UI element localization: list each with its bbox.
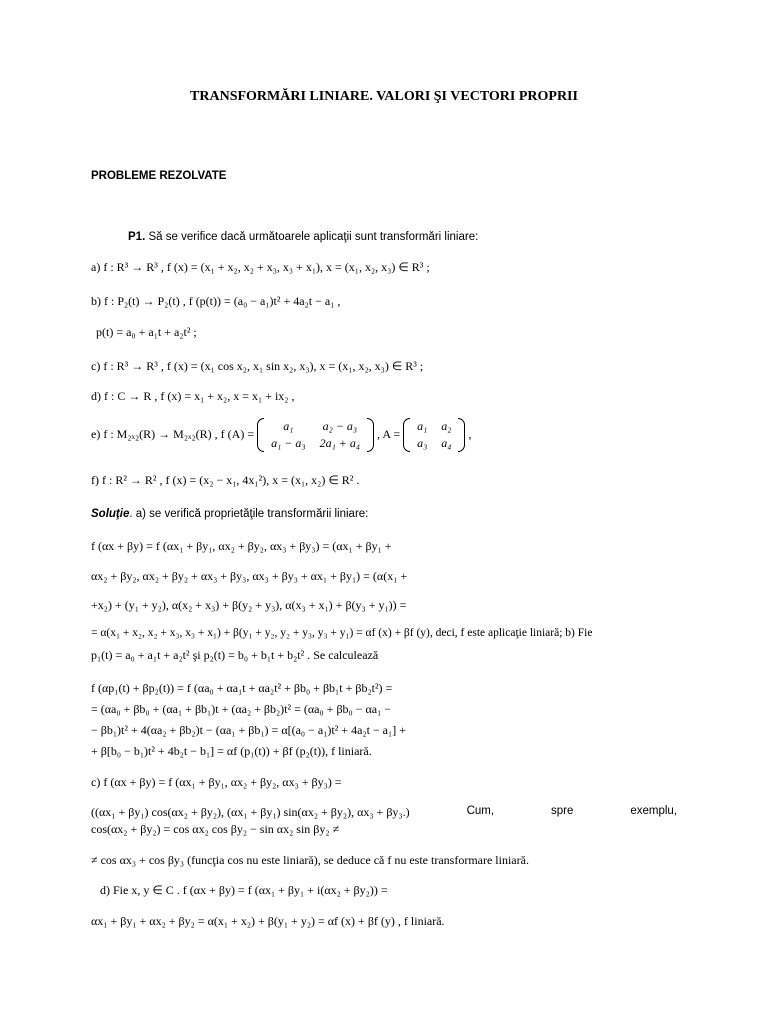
solution-a-line1: f (αx + βy) = f (αx₁ + βy₁, αx₂ + βy₂, αx₃ + βy₃) = (αx₁ + βy₁ + [91, 539, 392, 553]
solution-c-line4: ≠ cos αx₃ + cos βy₃ (funcţia cos nu este liniară), se deduce că f nu este transformare liniară. [91, 853, 529, 867]
problem-statement [128, 231, 478, 243]
solution-label: Soluţie [91, 508, 130, 520]
matrix-cell: a₂ − a₃ [322, 419, 358, 433]
item-b-line2: p(t) = a₀ + a₁t + a₂t² ; [96, 325, 197, 339]
solution-c-word-cum: Cum, [466, 805, 495, 817]
section-heading: PROBLEME REZOLVATE [91, 170, 227, 182]
matrix-cell: a₁ [417, 419, 428, 433]
solution-c-line1: c) f (αx + βy) = f (αx₁ + βy₁, αx₂ + βy₂, αx₃ + βy₃) = [91, 775, 342, 789]
solution-c-word-spre: spre [551, 805, 574, 817]
solution-b-fie: p₁(t) = a₀ + a₁t + a₂t² şi p₂(t) = b₀ + b₁t + b₂t² . Se calculează [91, 648, 379, 662]
solution-c-line2 [91, 805, 677, 820]
item-e-middle: , A = [377, 426, 401, 441]
solution-b-line2: = (αa₀ + βb₀ + (αa₁ + βb₁)t + (αa₂ + βb₂)t² = (αa₀ + βb₀ − αa₁ − [91, 702, 392, 716]
solution-intro-text: . a) se verifică proprietăţile transformării liniare: [129, 508, 369, 520]
solution-intro [91, 508, 368, 520]
solution-d-line2: αx₁ + βy₁ + αx₂ + βy₂ = α(x₁ + x₂) + β(y₁ + y₂) = αf (x) + βf (y) , f liniară. [91, 914, 445, 928]
problem-label: P1. [128, 231, 146, 243]
solution-c-expr: ((αx₁ + βy₁) cos(αx₂ + βy₂), (αx₁ + βy₁) sin(αx₂ + βy₂), αx₃ + βy₃.) [91, 805, 410, 819]
solution-a-line3: +x₂) + (y₁ + y₂), α(x₂ + x₃) + β(y₂ + y₃), α(x₃ + x₁) + β(y₃ + y₁)) = [91, 598, 407, 612]
solution-c-word-exemplu: exemplu, [630, 805, 677, 817]
item-e-prefix: e) f : M₂ₓ₂(R) → M₂ₓ₂(R) , f (A) = [91, 426, 255, 441]
item-c: c) f : R³ → R³ , f (x) = (x₁ cos x₂, x₁ sin x₂, x₃), x = (x₁, x₂, x₃) ∈ R³ ; [91, 359, 424, 373]
solution-b-line3: − βb₁)t² + 4(αa₂ + βb₂)t − (αa₁ + βb₁) = α[(a₀ − a₁)t² + 4a₂t − a₁] + [91, 723, 406, 737]
solution-a-line4: = α(x₁ + x₂, x₂ + x₃, x₃ + x₁) + β(y₁ + y₂, y₂ + y₃, y₃ + y₁) = αf (x) + βf (y), deci, f este aplicaţie liniară; b) Fie [91, 627, 593, 639]
solution-c-line3: cos(αx₂ + βy₂) = cos αx₂ cos βy₂ − sin αx₂ sin βy₂ ≠ [91, 822, 340, 836]
item-e [91, 418, 471, 452]
solution-b-line1: f (αp₁(t) + βp₂(t)) = f (αa₀ + αa₁t + αa₂t² + βb₀ + βb₁t + βb₂t²) = [91, 681, 393, 695]
item-f: f) f : R² → R² , f (x) = (x₂ − x₁, 4x₁²), x = (x₁, x₂) ∈ R² . [91, 473, 360, 487]
matrix-cell: a₄ [441, 436, 452, 450]
matrix-cell: a₂ [441, 419, 452, 433]
matrix-f-of-a [257, 418, 374, 452]
item-e-suffix: , [468, 426, 472, 441]
item-d: d) f : C → R , f (x) = x₁ + x₂, x = x₁ + ix₂ , [91, 389, 295, 403]
item-a: a) f : R³ → R³ , f (x) = (x₁ + x₂, x₂ + x₃, x₃ + x₁), x = (x₁, x₂, x₃) ∈ R³ ; [91, 260, 430, 274]
matrix-cell: 2a₁ + a₄ [319, 436, 361, 450]
solution-a-line2: αx₂ + βy₂, αx₂ + βy₂ + αx₃ + βy₃, αx₃ + βy₃ + αx₁ + βy₁) = (α(x₁ + [91, 569, 408, 583]
matrix-cell: a₁ [283, 419, 294, 433]
item-b-line1: b) f : P₂(t) → P₂(t) , f (p(t)) = (a₀ − a₁)t² + 4a₂t − a₁ , [91, 294, 341, 308]
matrix-cell: a₁ − a₃ [271, 436, 306, 450]
matrix-cell: a₃ [417, 436, 428, 450]
matrix-a [403, 418, 465, 452]
page-title: TRANSFORMĂRI LINIARE. VALORI ŞI VECTORI PROPRII [190, 89, 578, 104]
solution-b-line4: + β[b₀ − b₁)t² + 4b₂t − b₁] = αf (p₁(t)) + βf (p₂(t)), f liniară. [91, 744, 372, 758]
solution-d-line1: d) Fie x, y ∈ C . f (αx + βy) = f (αx₁ + βy₁ + i(αx₂ + βy₂)) = [100, 883, 388, 897]
problem-text: Să se verifice dacă următoarele aplicaţii sunt transformări liniare: [148, 231, 479, 243]
